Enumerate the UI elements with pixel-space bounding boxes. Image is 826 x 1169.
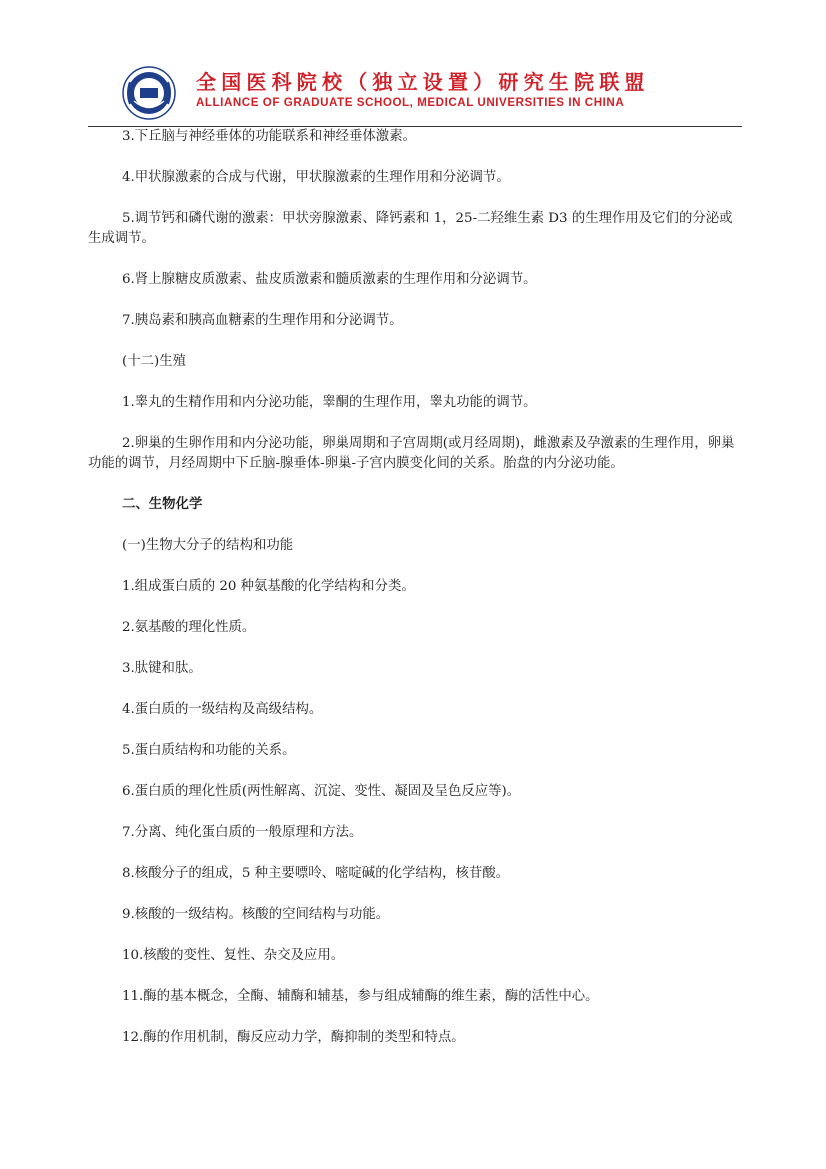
- paragraph: 11.酶的基本概念，全酶、辅酶和辅基，参与组成辅酶的维生素，酶的活性中心。: [122, 989, 599, 1004]
- header-title-en: ALLIANCE OF GRADUATE SCHOOL, MEDICAL UNIVERSITIES IN CHINA: [196, 96, 625, 109]
- page-header: [88, 58, 742, 128]
- paragraph: 1.组成蛋白质的 20 种氨基酸的化学结构和分类。: [122, 579, 415, 594]
- paragraph: 4.甲状腺激素的合成与代谢，甲状腺激素的生理作用和分泌调节。: [122, 170, 510, 185]
- paragraph: 1.睾丸的生精作用和内分泌功能，睾酮的生理作用，睾丸功能的调节。: [122, 395, 537, 410]
- paragraph: 7.分离、纯化蛋白质的一般原理和方法。: [122, 825, 363, 840]
- paragraph: 3.肽键和肽。: [122, 661, 202, 676]
- paragraph: 10.核酸的变性、复性、杂交及应用。: [122, 948, 345, 963]
- paragraph: 2.氨基酸的理化性质。: [122, 620, 256, 635]
- section-subheading: (十二)生殖: [122, 354, 187, 369]
- paragraph: 12.酶的作用机制，酶反应动力学，酶抑制的类型和特点。: [122, 1030, 465, 1045]
- paragraph: 6.蛋白质的理化性质(两性解离、沉淀、变性、凝固及呈色反应等)。: [122, 784, 521, 799]
- paragraph: 6.肾上腺糖皮质激素、盐皮质激素和髓质激素的生理作用和分泌调节。: [122, 272, 537, 287]
- paragraph: 3.下丘脑与神经垂体的功能联系和神经垂体激素。: [122, 129, 416, 144]
- paragraph: 7.胰岛素和胰高血糖素的生理作用和分泌调节。: [122, 313, 403, 328]
- paragraph: 5.调节钙和磷代谢的激素：甲状旁腺激素、降钙素和 1，25-二羟维生素 D3 的生理作用及它们的分泌或生成调节。: [88, 211, 733, 246]
- section-subheading: (一)生物大分子的结构和功能: [122, 538, 294, 553]
- header-title-cn: 全国医科院校（独立设置）研究生院联盟: [196, 70, 650, 94]
- paragraph: 8.核酸分子的组成，5 种主要嘌呤、嘧啶碱的化学结构，核苷酸。: [122, 866, 510, 881]
- section-heading: 二、生物化学: [122, 497, 203, 512]
- paragraph: 2.卵巢的生卵作用和内分泌功能，卵巢周期和子宫周期(或月经周期)，雌激素及孕激素的生理作用，卵巢功能的调节，月经周期中下丘脑-腺垂体-卵巢-子宫内膜变化间的关系。胎盘的内分泌功能。: [88, 436, 735, 471]
- paragraph: 5.蛋白质结构和功能的关系。: [122, 743, 296, 758]
- alliance-seal-icon: [122, 66, 176, 120]
- document-body: [88, 127, 744, 1048]
- paragraph: 4.蛋白质的一级结构及高级结构。: [122, 702, 323, 717]
- paragraph: 9.核酸的一级结构。核酸的空间结构与功能。: [122, 907, 390, 922]
